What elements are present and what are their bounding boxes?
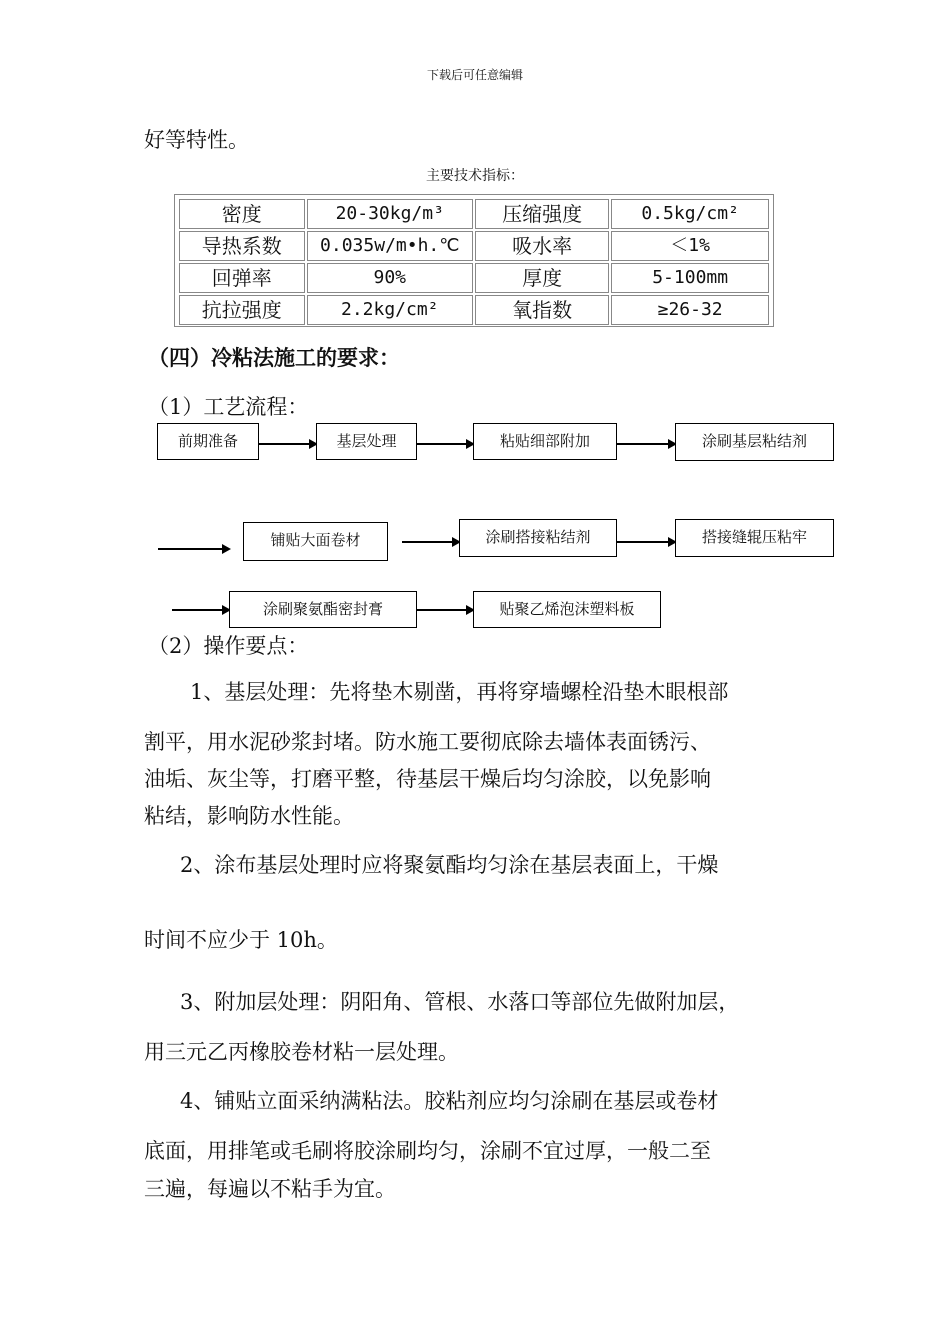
spec-value: 20-30kg/m³ [307, 199, 473, 229]
arrow-right-icon [402, 541, 459, 543]
spec-value: 90% [307, 263, 473, 293]
spec-label: 氧指数 [475, 295, 609, 325]
paragraph-line: 2、涂布基层处理时应将聚氨酯均匀涂在基层表面上，干燥 [180, 853, 719, 877]
spec-value: 0.035w/m•h.℃ [307, 231, 473, 261]
spec-label: 抗拉强度 [179, 295, 305, 325]
spec-value: ≥26-32 [611, 295, 769, 325]
spec-row [179, 231, 769, 261]
arrow-right-icon [417, 443, 473, 445]
paragraph-line: 用三元乙丙橡胶卷材粘一层处理。 [144, 1040, 459, 1064]
flow-step: 涂刷基层粘结剂 [675, 423, 834, 461]
arrow-right-icon [259, 443, 316, 445]
paragraph-line: 4、铺贴立面采纳满粘法。胶粘剂应均匀涂刷在基层或卷材 [180, 1089, 719, 1113]
process-heading: （1）工艺流程： [148, 395, 309, 419]
spec-label: 导热系数 [179, 231, 305, 261]
spec-value: 5-100mm [611, 263, 769, 293]
arrow-right-icon [417, 609, 473, 611]
spec-row [179, 199, 769, 229]
flow-step: 涂刷聚氨酯密封膏 [229, 591, 417, 628]
paragraph-line: 三遍，每遍以不粘手为宜。 [144, 1177, 396, 1201]
paragraph-line: 1、基层处理：先将垫木剔凿，再将穿墙螺栓沿垫木眼根部 [190, 680, 729, 704]
spec-row [179, 295, 769, 325]
flow-step: 基层处理 [316, 423, 417, 460]
spec-row [179, 263, 769, 293]
section-title: （四）冷粘法施工的要求： [148, 346, 400, 370]
flow-step: 搭接缝辊压粘牢 [675, 519, 834, 557]
page-header-note: 下载后可任意编辑 [426, 68, 523, 82]
flow-step: 粘贴细部附加 [473, 423, 617, 460]
paragraph-line: 油垢、灰尘等，打磨平整，待基层干燥后均匀涂胶，以免影响 [144, 767, 711, 791]
paragraph-line: 3、附加层处理：阴阳角、管根、水落口等部位先做附加层， [180, 990, 740, 1014]
spec-label: 回弹率 [179, 263, 305, 293]
arrow-right-icon [617, 541, 675, 543]
spec-label: 厚度 [475, 263, 609, 293]
flow-step: 贴聚乙烯泡沫塑料板 [473, 591, 661, 628]
paragraph-line: 割平，用水泥砂浆封堵。防水施工要彻底除去墙体表面锈污、 [144, 730, 711, 754]
paragraph-line: 底面，用排笔或毛刷将胶涂刷均匀，涂刷不宜过厚，一般二至 [144, 1139, 711, 1163]
arrow-right-icon [172, 609, 229, 611]
spec-label: 密度 [179, 199, 305, 229]
flow-step: 铺贴大面卷材 [243, 522, 388, 561]
flow-step: 涂刷搭接粘结剂 [459, 519, 617, 557]
spec-label: 吸水率 [475, 231, 609, 261]
paragraph-line: 时间不应少于 10h。 [144, 928, 338, 952]
paragraph-line: 粘结，影响防水性能。 [144, 804, 354, 828]
spec-value: ＜1% [611, 231, 769, 261]
key-points-heading: （2）操作要点： [148, 634, 309, 658]
arrow-right-icon [158, 548, 229, 550]
spec-value: 2.2kg/cm² [307, 295, 473, 325]
arrow-right-icon [617, 443, 675, 445]
flow-step: 前期准备 [157, 423, 259, 460]
intro-tail-text: 好等特性。 [144, 128, 249, 152]
spec-label: 压缩强度 [475, 199, 609, 229]
spec-value: 0.5kg/cm² [611, 199, 769, 229]
spec-table [174, 194, 774, 327]
spec-table-caption: 主要技术指标： [426, 168, 524, 184]
